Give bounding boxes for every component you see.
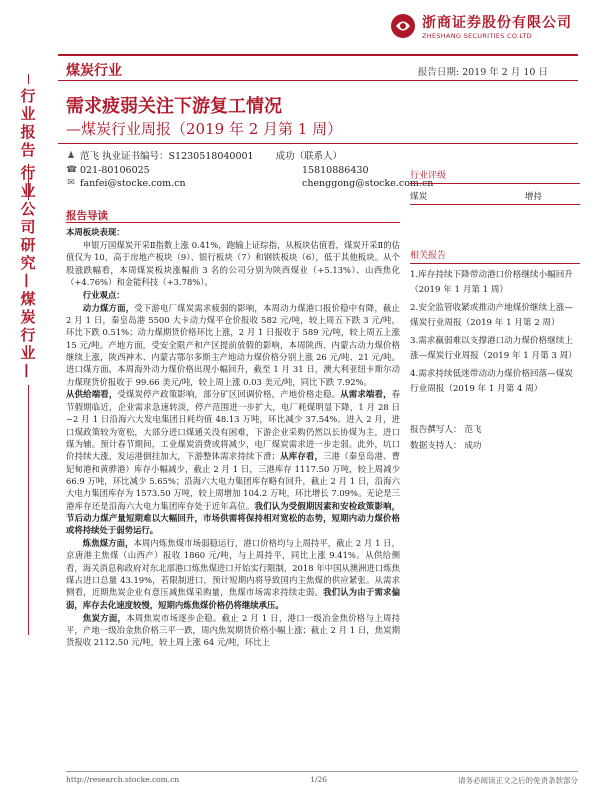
rating-value: 增持 <box>524 192 542 202</box>
analyst-name: 范飞 <box>464 425 482 435</box>
related-report-item[interactable]: 4.需求持续低迷带动动力煤价格回落—煤炭行业周报（2019 年 1 月第 4 周） <box>410 369 573 394</box>
support-line <box>410 438 580 454</box>
page-subtitle: —煤炭行业周报（2019 年 2 月第 1 周） <box>66 120 343 138</box>
contact-name: 成功（联系人） <box>275 151 343 162</box>
strip-report-type: 行业报告 <box>18 88 37 160</box>
logo-mark-icon <box>390 13 416 39</box>
paragraph-text: 受下游电厂煤炭需求疲弱的影响，本周动力煤港口报价稳中有降，截止 2 月 1 日，秦皇岛港 5500 大卡动力煤平仓价报收 582 元/吨，较上周五下跌 3 元/吨，环比下跌 0.51%；动力煤期货价格环比上涨，2 月 1 日报收于 589 元/吨，较上周五上涨 15 元/吨。产地方面，受安全限产和产区提前放假的影响，本周陕西、内蒙古动力煤价格继续上涨，陕西神木、内蒙古鄂尔多斯主产地动力煤价格分别上涨 26 元/吨、21 元/吨。进口煤方面，本周海外动力煤价格出现小幅回升，截至 1 月 31 日，澳大利亚纽卡斯尔动力煤现货价报收于 99.66 美元/吨，较上周上涨 0.03 美元/吨，同比下跌 7.92%。 <box>66 302 401 387</box>
paragraph-lead: 炼焦煤方面， <box>82 538 134 549</box>
author-row <box>66 150 433 164</box>
company-name-en: ZHESHANG SECURITIES CO.LTD <box>422 32 532 40</box>
footer-url[interactable]: http://research.stocke.com.cn <box>66 775 180 784</box>
paragraph-conclusion: 我们认为受假期因素和安检政策影响，节后动力煤产量短期难以大幅回升，市场供需将保持相对宽松的态势，短期内动力煤价格或将持续处于弱势运行。 <box>66 500 401 536</box>
title-divider <box>58 143 578 144</box>
mail-icon: ✉ <box>67 178 75 188</box>
paragraph-conclusion: 我们认为由于需求偏弱，库存去化速度较慢， <box>66 587 401 610</box>
company-name-cn: 浙商证券股份有限公司 <box>422 15 572 31</box>
left-strip-bottom <box>8 165 48 639</box>
paragraph-text: 春节假期临近，企业需求急速转淡，停产范围进一步扩大，电厂耗煤明显下降，1 月 28 日~2 月 1 日沿海六大发电集团日耗均值 48.13 万吨，环比减少 37.54%。进入 2 月，进口煤政策较为宽松，大部分进口煤通关没有困难，下游企业采购仍然以长协煤为主，进口煤为辅。预计春节期间，工业煤炭消费或将减少，电厂煤炭需求进一步走弱。此外，坑口价持续大涨，发运港倒挂加大，下游整体需求持续下滑； <box>66 389 401 462</box>
rating-row <box>410 188 580 205</box>
date-label: 报告日期: <box>417 67 460 78</box>
report-body <box>66 226 400 649</box>
header-divider-2 <box>58 80 578 81</box>
header-divider <box>58 54 578 56</box>
phone-row <box>66 164 433 178</box>
analyst-label: 报告撰写人： <box>410 425 462 435</box>
strip-category: 行业公司研究—煤炭行业— <box>18 165 37 381</box>
related-reports <box>410 248 580 400</box>
supply-demand-paragraph <box>66 388 400 536</box>
paragraph-lead: 动力煤方面， <box>82 302 135 313</box>
paragraph-lead: 从需求端看， <box>340 389 392 400</box>
industry-label: 煤炭行业 <box>66 63 122 79</box>
footer-disclaimer: 请务必阅读正文之后的免责条款部分 <box>458 776 578 785</box>
page-title: 需求疲弱关注下游复工情况 <box>66 96 282 117</box>
coke-paragraph <box>66 612 400 649</box>
report-date <box>418 64 548 78</box>
paragraph-text: 受煤炭停产政策影响，部分矿区回调价格，产地价格走稳。 <box>117 389 341 400</box>
paragraph-conclusion: 短期内炼焦煤价格仍将继续承压。 <box>158 599 284 610</box>
contact-phone: 15810886430 <box>302 164 369 176</box>
author-name-cert: 范飞 执业证书编号：S1230518040001 <box>80 151 254 162</box>
support-label: 数据支持人： <box>410 441 462 451</box>
related-report-item[interactable]: 2.安全监管收紧或推动产地煤价继续上涨—煤炭行业周报（2019 年 1 月第 2 周） <box>410 303 573 328</box>
section-title: 本周板块表现： <box>66 227 125 237</box>
section-title: 行业观点： <box>82 289 125 300</box>
analyst-line <box>410 422 580 438</box>
report-guide-heading: 报告导读 <box>66 210 108 222</box>
contact-email[interactable]: chenggong@stocke.com.cn <box>302 178 434 189</box>
phone-icon: ☎ <box>66 164 78 175</box>
page-footer <box>66 771 578 786</box>
person-icon: ♟ <box>66 151 76 161</box>
rating-box <box>410 168 580 205</box>
guide-divider <box>66 222 400 223</box>
related-report-item[interactable]: 3.需求羸弱难以支撑港口动力煤价格继续上涨—煤炭行业周报（2019 年 1 月第 3 周） <box>410 336 577 361</box>
paragraph-lead: 从供给端看， <box>66 389 118 400</box>
author-email[interactable]: fanfei@stocke.com.cn <box>80 178 186 189</box>
strip-line <box>28 74 29 84</box>
paragraph-lead: 从库存看， <box>280 451 324 462</box>
strip-line <box>28 385 29 635</box>
author-phone: 021-80106025 <box>80 164 150 176</box>
related-heading: 相关报告 <box>410 248 580 264</box>
coking-coal-paragraph <box>66 537 400 611</box>
paragraph-text: 三港（秦皇岛港、曹妃甸港和黄骅港）库存小幅减少，截止 2 月 1 日，三港库存 1117.50 万吨，较上周减少 66.9 万吨，环比减少 5.65%；沿海六大电力集团库存略有回升，截止 2 月 1 日，沿海六大电力集团库存为 1573.50 万吨，较上周增加 104.2 万吨，环比增长 7.09%。无论是三港库存还是沿海六大电力集团库存处于近年高位。 <box>66 451 401 511</box>
date-value: 2019 年 2 月 10 日 <box>462 67 548 78</box>
support-name: 成功 <box>464 441 482 451</box>
paragraph-lead: 焦炭方面， <box>82 612 127 623</box>
report-credits <box>410 422 580 454</box>
section-paragraph: 申银万国煤炭开采Ⅱ指数上涨 0.41%，跑输上证综指，从板块估值看，煤炭开采Ⅱ的估值仅为 10，高于房地产板块（9）、银行板块（7）和钢铁板块（6），低于其他板块。从个股涨跌幅看，本周煤炭板块涨幅前 3 名的公司分别为陕西煤业（+5.13%）、山西焦化（+4.76%）和金能科技（+3.78%）。 <box>66 239 400 287</box>
paragraph-text: 本周焦炭市场逐步企稳。截止 2 月 1 日，港口一级冶金焦价格与上周持平，产地一级冶金焦价格三平一跌，周内焦炭期货价格小幅上涨；截止 2 月 1 日，焦炭期货报收 2112.50 元/吨，较上周上涨 64 元/吨，环比上 <box>66 612 401 648</box>
related-report-item[interactable]: 1.库存持续下降带动港口价格继续小幅回升（2019 年 1 月第 1 周） <box>410 270 573 295</box>
thermal-coal-paragraph <box>66 302 400 388</box>
email-row <box>66 177 433 191</box>
rating-heading: 行业评级 <box>410 168 580 184</box>
author-block <box>66 150 433 191</box>
paragraph-text: 本周内炼焦煤市场弱稳运行，港口价格均与上周持平，截止 2 月 1 日，京唐港主焦煤（山西产）报收 1860 元/吨，与上周持平，同比上涨 9.41%。从供给侧看，海关消息称政府对东北部港口炼焦煤进口开始实行限制，2018 年中国从澳洲进口炼焦煤占进口总量 43.19%，若限制进口，预计短期内将导致国内主焦煤的供应紧张。从需求侧看，近期焦炭企业有意压减焦煤采购量，焦煤市场需求持续走弱。 <box>66 538 400 598</box>
page-number: 1/26 <box>310 775 328 784</box>
rating-industry: 煤炭 <box>410 192 428 202</box>
company-logo <box>390 12 572 40</box>
